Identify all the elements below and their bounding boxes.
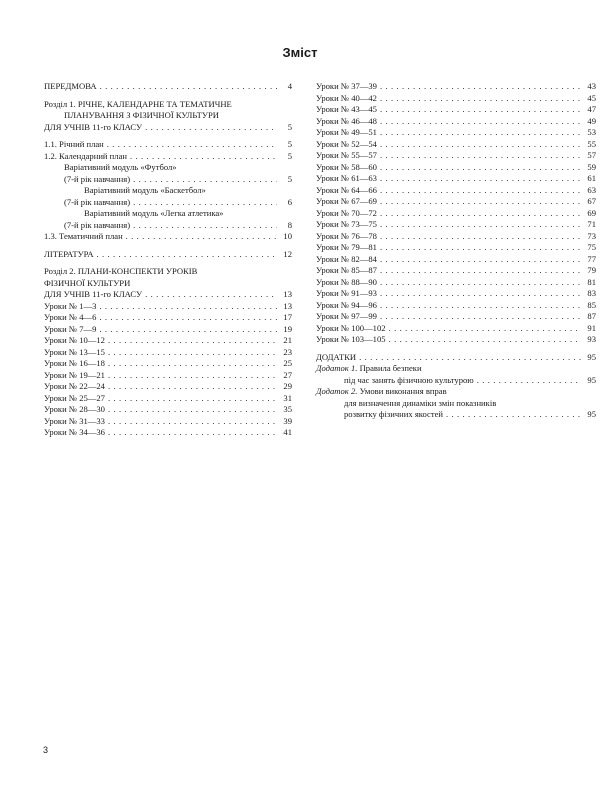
toc-page: 6 (287, 196, 292, 207)
toc-page: 4 (287, 81, 292, 91)
toc-label: ПЕРЕДМОВА (44, 81, 97, 91)
toc-page: 49 (587, 115, 596, 126)
toc-entry-module-basketball (44, 185, 292, 208)
toc-label: Уроки № 103—105 (316, 334, 386, 344)
toc-entry-lesson (44, 335, 292, 347)
toc-page: 43 (587, 81, 596, 91)
page-title: Зміст (282, 45, 318, 60)
toc-entry-lesson (316, 185, 596, 197)
toc-entry-lesson (316, 127, 596, 139)
toc-page: 45 (587, 92, 596, 103)
toc-entry-lesson (316, 116, 596, 128)
toc-entry-appendices (316, 352, 596, 364)
toc-page: 69 (587, 207, 596, 218)
toc-entry-section2 (44, 266, 292, 301)
toc-label: (7-й рік навчання) (64, 196, 131, 207)
toc-label: Уроки № 31—33 (44, 415, 105, 426)
toc-entry-lesson (316, 265, 596, 277)
toc-page: 67 (587, 196, 596, 206)
toc-label: Уроки № 58—60 (316, 161, 377, 172)
toc-entry-lesson (316, 231, 596, 243)
section-heading-line: ДЛЯ УЧНІВ 11-го КЛАСУ (44, 289, 143, 299)
appendix-prefix: Додаток 2. (316, 386, 358, 396)
toc-label: Уроки № 85—87 (316, 265, 377, 275)
toc-page: 95 (587, 409, 596, 419)
toc-label: Уроки № 13—15 (44, 346, 105, 357)
toc-page: 63 (587, 184, 596, 195)
toc-label: Уроки № 91—93 (316, 288, 377, 298)
toc-page: 29 (283, 381, 292, 391)
toc-label: Уроки № 64—66 (316, 184, 377, 195)
toc-page: 35 (283, 404, 292, 414)
toc-left-column (44, 81, 292, 439)
toc-entry-lesson (316, 81, 596, 93)
toc-entry-lesson (44, 427, 292, 439)
toc-page: 79 (587, 265, 596, 275)
toc-entry-lesson (316, 208, 596, 220)
toc-page: 95 (587, 351, 596, 362)
toc-label: для визначення динаміки змін показників (344, 397, 497, 408)
toc-label: Уроки № 43—45 (316, 104, 377, 114)
page-number: 3 (43, 745, 49, 755)
toc-label: Уроки № 46—48 (316, 115, 377, 126)
toc-label: Уроки № 28—30 (44, 404, 105, 414)
toc-page: 19 (283, 323, 292, 334)
toc-page: 47 (587, 104, 596, 114)
toc-page: 5 (287, 150, 292, 161)
toc-label: Уроки № 61—63 (316, 173, 377, 183)
toc-page: 12 (283, 248, 292, 259)
toc-page: 21 (283, 335, 292, 345)
toc-page: 73 (587, 230, 596, 241)
toc-entry-calendar-plan (44, 151, 292, 163)
toc-page: 23 (283, 346, 292, 357)
toc-entry-lesson (316, 93, 596, 105)
toc-label: Уроки № 100—102 (316, 322, 386, 333)
toc-label: Уроки № 79—81 (316, 242, 377, 252)
toc-label: ДОДАТКИ (316, 351, 357, 362)
section-heading-line: Розділ 1. РІЧНЕ, КАЛЕНДАРНЕ ТА ТЕМАТИЧНЕ (44, 98, 232, 109)
toc-page: 95 (587, 374, 596, 385)
toc-entry-section1 (44, 99, 292, 134)
toc-entry-lesson (316, 323, 596, 335)
toc-page: 5 (287, 173, 292, 184)
toc-entry-annual-plan (44, 139, 292, 151)
section-heading-line: ДЛЯ УЧНІВ 11-го КЛАСУ (44, 121, 143, 132)
toc-label: Уроки № 22—24 (44, 381, 105, 391)
toc-entry-lesson (316, 139, 596, 151)
toc-label: Варіативний модуль «Баскетбол» (84, 185, 206, 195)
toc-page: 57 (587, 150, 596, 160)
toc-page: 39 (283, 415, 292, 426)
toc-entry-lesson (316, 311, 596, 323)
toc-label: Уроки № 4—6 (44, 312, 97, 322)
toc-label: Уроки № 76—78 (316, 230, 377, 241)
toc-label: Умови виконання вправ (359, 386, 447, 396)
toc-label: Уроки № 52—54 (316, 138, 377, 149)
toc-entry-lesson (316, 254, 596, 266)
toc-label: Уроки № 67—69 (316, 196, 377, 206)
toc-entry-lesson (316, 196, 596, 208)
toc-page: 93 (587, 334, 596, 344)
toc-page: 31 (283, 392, 292, 403)
toc-page: 85 (587, 299, 596, 310)
toc-label: Уроки № 1—3 (44, 300, 97, 311)
toc-page: 87 (587, 311, 596, 321)
toc-page: 25 (283, 358, 292, 368)
toc-label: Уроки № 40—42 (316, 92, 377, 103)
toc-page: 13 (283, 300, 292, 311)
toc-page: 53 (587, 127, 596, 137)
toc-entry-lesson (44, 358, 292, 370)
toc-label: Варіативний модуль «Легка атлетика» (84, 208, 224, 218)
section-heading-line: Розділ 2. ПЛАНИ-КОНСПЕКТИ УРОКІВ (44, 266, 198, 276)
toc-label: Уроки № 82—84 (316, 253, 377, 264)
toc-label: Уроки № 88—90 (316, 276, 377, 287)
toc-page: 13 (283, 289, 292, 299)
toc-entry-lesson (44, 312, 292, 324)
toc-entry-lesson (316, 162, 596, 174)
toc-label: Варіативний модуль «Футбол» (64, 162, 177, 172)
toc-page: 8 (287, 219, 292, 230)
toc-right-column (316, 81, 596, 421)
toc-label: 1.1. Річний план (44, 139, 104, 149)
toc-entry-lesson (44, 370, 292, 382)
toc-label: Уроки № 10—12 (44, 335, 105, 345)
toc-label: Уроки № 7—9 (44, 323, 97, 334)
toc-label: Уроки № 37—39 (316, 81, 377, 91)
toc-label: розвитку фізичних якостей (344, 409, 443, 419)
toc-label: під час занять фізичною культурою (344, 374, 474, 385)
toc-entry-lesson (316, 173, 596, 185)
toc-page: 5 (287, 139, 292, 149)
toc-page: 5 (287, 121, 292, 132)
toc-label: Уроки № 49—51 (316, 127, 377, 137)
toc-entry-lesson (44, 393, 292, 405)
toc-entry-module-football (44, 162, 292, 185)
toc-label: Уроки № 94—96 (316, 299, 377, 310)
toc-entry-literature (44, 249, 292, 261)
toc-entry-lesson (44, 416, 292, 428)
toc-entry-lesson (44, 404, 292, 416)
section-heading-line: ПЛАНУВАННЯ З ФІЗИЧНОЇ КУЛЬТУРИ (64, 110, 219, 120)
toc-entry-lesson (44, 324, 292, 336)
toc-label: ЛІТЕРАТУРА (44, 248, 94, 259)
toc-entry-module-athletics (44, 208, 292, 231)
toc-entry-lesson (44, 381, 292, 393)
toc-label: Правила безпеки (359, 363, 422, 373)
toc-entry-lesson (316, 242, 596, 254)
toc-page: 27 (283, 369, 292, 380)
toc-label: Уроки № 25—27 (44, 392, 105, 403)
toc-entry-lesson (316, 334, 596, 346)
toc-page: 55 (587, 138, 596, 149)
toc-page: 77 (587, 253, 596, 264)
toc-entry-foreword (44, 81, 292, 93)
toc-label: 1.3. Тематичний план (44, 231, 123, 241)
toc-page: 61 (587, 173, 596, 183)
toc-label: Уроки № 19—21 (44, 369, 105, 380)
toc-label: Уроки № 97—99 (316, 311, 377, 321)
toc-page: 41 (283, 427, 292, 437)
toc-page: 10 (283, 231, 292, 241)
toc-page: 59 (587, 161, 596, 172)
toc-label: Уроки № 55—57 (316, 150, 377, 160)
toc-entry-lesson (316, 300, 596, 312)
toc-label: Уроки № 16—18 (44, 358, 105, 368)
toc-page: 71 (587, 219, 596, 229)
toc-label: Уроки № 70—72 (316, 207, 377, 218)
section-heading-line: ФІЗИЧНОЇ КУЛЬТУРИ (44, 277, 131, 288)
toc-label: (7-й рік навчання) (64, 173, 131, 184)
toc-entry-lesson (316, 288, 596, 300)
toc-entry-lesson (44, 301, 292, 313)
toc-entry-lesson (44, 347, 292, 359)
toc-page: 17 (283, 312, 292, 322)
toc-entry-appendix-2 (316, 386, 596, 421)
toc-page: 75 (587, 242, 596, 252)
toc-label: (7-й рік навчання) (64, 219, 131, 230)
toc-entry-lesson (316, 277, 596, 289)
toc-entry-lesson (316, 150, 596, 162)
toc-page: 81 (587, 276, 596, 287)
toc-page: 83 (587, 288, 596, 298)
appendix-prefix: Додаток 1. (316, 363, 358, 373)
toc-entry-appendix-1 (316, 363, 596, 386)
toc-entry-lesson (316, 219, 596, 231)
toc-label: Уроки № 34—36 (44, 427, 105, 437)
toc-page: 91 (587, 322, 596, 333)
toc-entry-lesson (316, 104, 596, 116)
toc-entry-thematic-plan (44, 231, 292, 243)
toc-label: 1.2. Календарний план (44, 150, 127, 161)
toc-label: Уроки № 73—75 (316, 219, 377, 229)
